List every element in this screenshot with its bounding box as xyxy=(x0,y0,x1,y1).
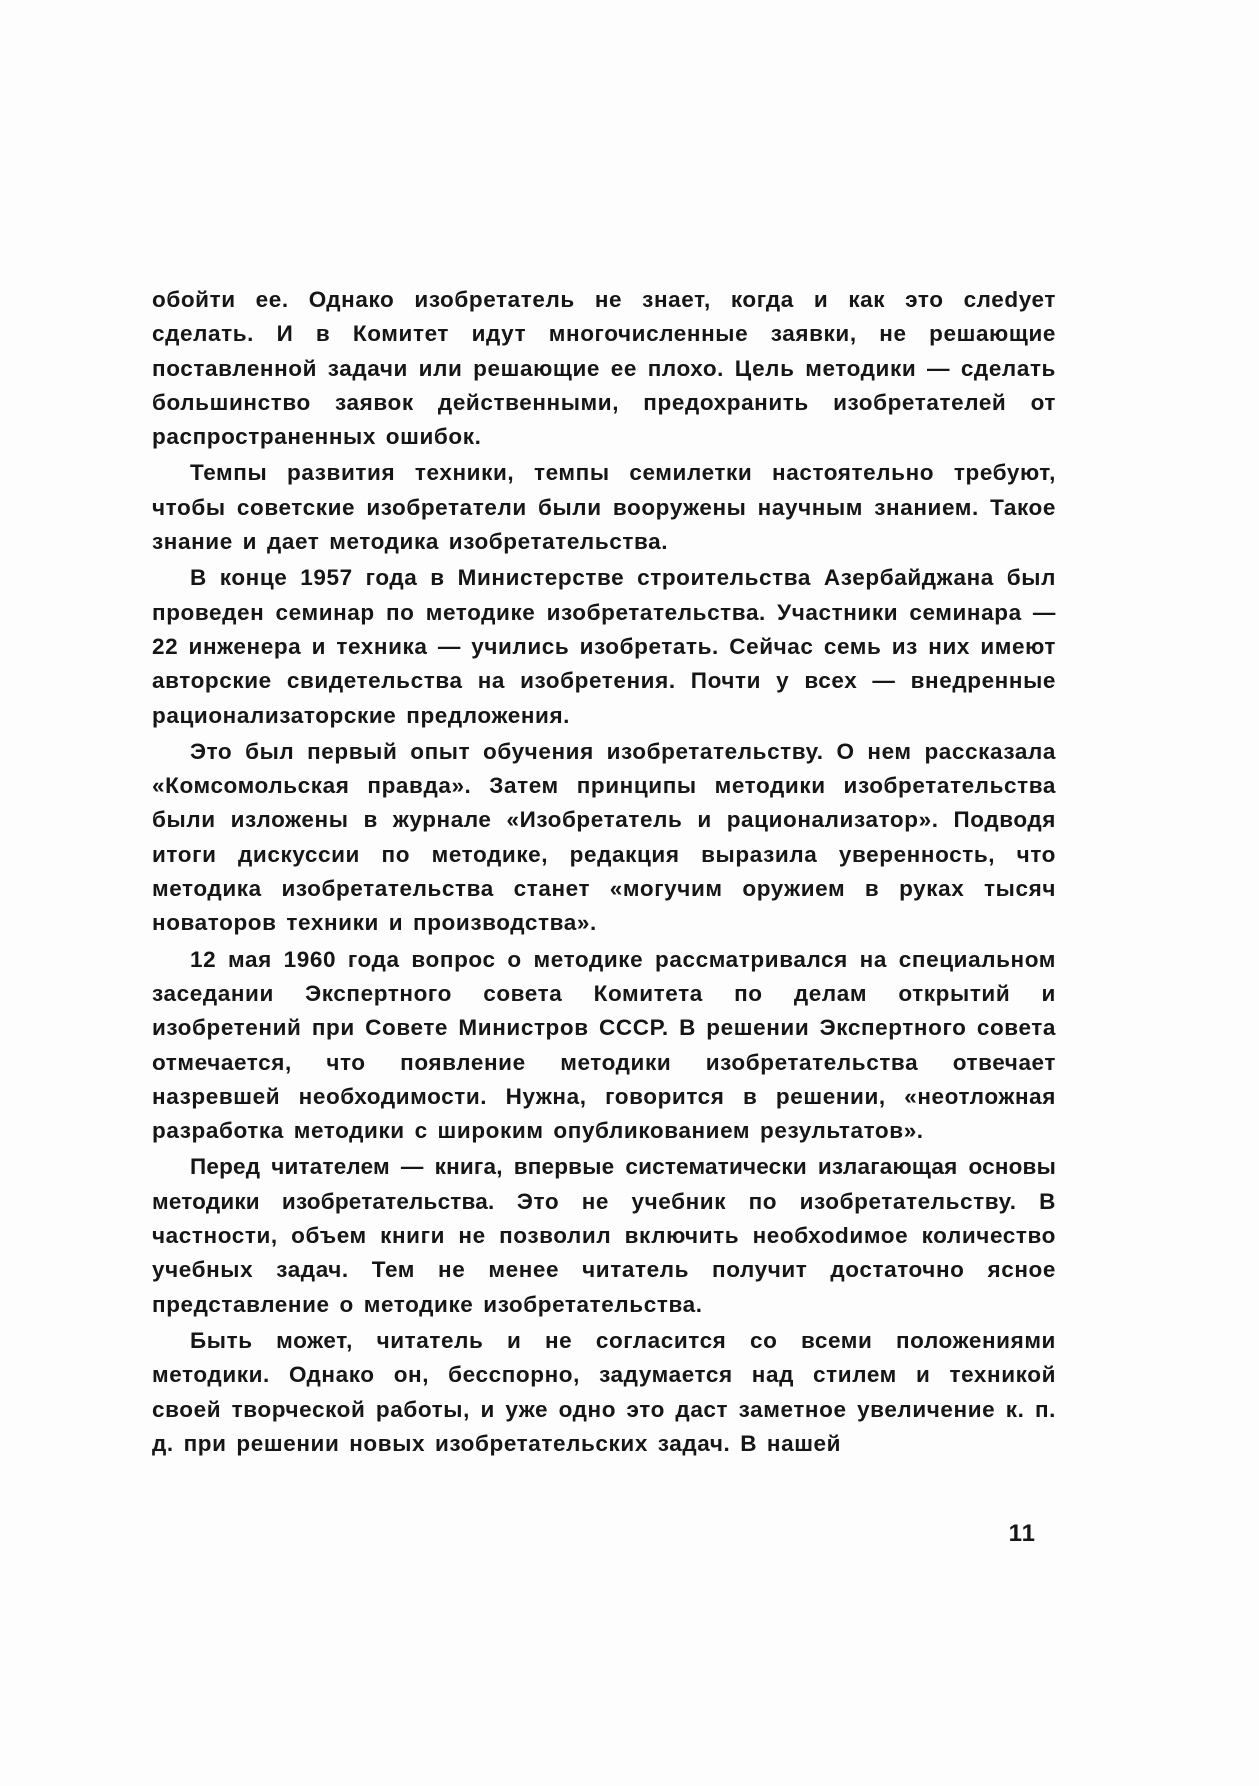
body-text xyxy=(152,283,1056,1463)
paragraph-6-rest: Это не учебник по изобретательству. В частности, объем книги не позволил включить необхоdимое количество учебных задач. Тем не менее читатель получит достаточно ясное представление о методике изобретательства. xyxy=(152,1188,1056,1317)
page-number: 11 xyxy=(1008,1520,1036,1547)
paragraph-5: 12 мая 1960 года вопрос о методике рассматривался на специальном заседании Экспертного совета Комитета по делам открытий и изобретений при Совете Министров СССР. В решении Экспертного совета отмечается, что появление методики изобретательства отвечает назревшей необходимости. Нужна, говорится в решении, «неотложная разработка методики с широким опубликованием результатов». xyxy=(152,946,1056,1144)
paragraph-7 xyxy=(152,1324,1056,1461)
paragraph-2: Темпы развития техники, темпы семилетки настоятельно требуют, чтобы советские изобретатели были вооружены научным знанием. Такое знание и дает методика изобретательства. xyxy=(152,460,1056,555)
emphasized-statement: Перед читателем — книга, впервые систематически излагающая основы методики изобретательства. xyxy=(152,1154,1056,1214)
paragraph-7-text: Быть может, читатель и не согласится со всеми положениями методики. Однако он, бесспорно, задумается над стилем и техникой своей творческой работы, и уже одно это даст заметное увеличение к. п. д. при решении новых изобретательских задач. В нашей xyxy=(152,1327,1056,1456)
paragraph-1: обойти ее. Однако изобретатель не знает, когда и как это слеdует сделать. И в Комитет идут многочисленные заявки, не решающие поставленной задачи или решающие ее плохо. Цель методики — сделать большинство заявок действенными, предохранить изобретателей от распространенных ошибок. xyxy=(152,287,1056,450)
paragraph-6 xyxy=(152,1150,1056,1321)
paragraph-3: В конце 1957 года в Министерстве строительства Азербайджана был проведен семинар по методике изобретательства. Участники семинара — 22 инженера и техника — учились изобретать. Сейчас семь из них имеют авторские свидетельства на изобретения. Почти у всех — внедренные рационализаторские предложения. xyxy=(152,565,1056,728)
paragraph-4: Это был первый опыт обучения изобретательству. О нем рассказала «Комсомольская правда». Затем принципы методики изобретательства были изложены в журнале «Изобретатель и рационализатор». Подводя итоги дискуссии по методике, редакция выразила уверенность, что методика изобретательства станет «могучим оружием в руках тысяч новаторов техники и производства». xyxy=(152,738,1056,936)
